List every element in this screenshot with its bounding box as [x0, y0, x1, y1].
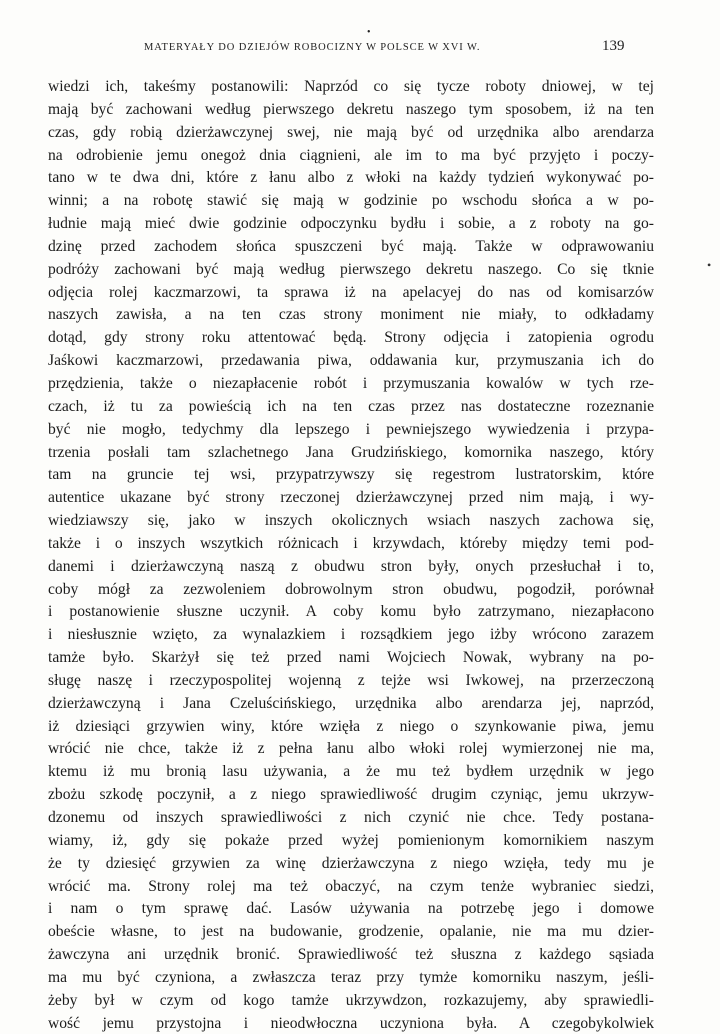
text-line: także i o inszych wszytkich różnicach i krzywdach, któreby między temi pod- — [48, 534, 654, 552]
text-line: zbożu szkodę poczynił, a z niego sprawiedliwość drugim czyniąc, jemu ukrzyw- — [48, 786, 654, 804]
text-line: dzierżawczyną i Jana Czeluścińskiego, urzędnika albo arendarza jej, naprzód, — [48, 694, 654, 712]
text-line: trzenia posłali tam szlachetnego Jana Grudzińskiego, komornika naszego, który — [48, 443, 654, 461]
text-line: autentice ukazane być strony rzeczonej dzierżawczynej przed nim mają, i wy- — [48, 489, 654, 507]
body-text — [48, 76, 654, 1035]
text-line: podróży zachowani być mają według pierwszego dekretu naszego. Co się tknie — [48, 260, 654, 278]
text-line: ma mu być czyniona, a zwłaszcza teraz przy tymże komorniku naszym, jeśli- — [48, 968, 654, 986]
text-line: wrócić nie chce, także iż z pełna łanu albo włoki rolej wymierzonej nie ma, — [48, 740, 654, 758]
text-line: i postanowienie słuszne uczynił. A coby komu było zatrzymano, niezapłacono — [48, 603, 654, 621]
text-line: i nam o tym sprawę dać. Lasów używania na potrzebę jego i domowe — [48, 900, 654, 918]
text-line: wiedzi ich, takeśmy postanowili: Naprzód co się tycze roboty dniowej, w tej — [48, 78, 654, 95]
text-line: ktemu iż mu bronią lasu używania, a że mu też bydłem urzędnik w jego — [48, 763, 654, 781]
text-line: dzonemu od inszych sprawiedliwości z nich czynić nie chce. Tedy postana- — [48, 809, 654, 826]
text-line: czas, gdy robią dzierżawczynej swej, nie mają być od urzędnika albo arendarza — [48, 123, 654, 141]
text-line: tano w te dwa dni, które z łanu albo z włoki na każdy tydzień wykonywać po- — [48, 169, 654, 187]
text-line: żeby był w czym od kogo tamże ukrzywdzon, rozkazujemy, aby sprawiedli- — [48, 991, 654, 1009]
text-line: czach, iż tu za powieścią ich na ten czas przez nas dostateczne rozeznanie — [48, 397, 654, 415]
text-line: danemi i dzierżawczyną naszą z obudwu stron były, onych przesłuchał i to, — [48, 557, 654, 575]
text-line: winni; a na robotę stawić się mają w godzinie po wschodu słońca a w po- — [48, 192, 654, 210]
text-line: tamże było. Skarżył się też przed nami Wojciech Nowak, wybrany na po- — [48, 649, 654, 667]
text-line: naszych zawisła, a na ten czas strony moniment nie miały, to odkładamy — [48, 306, 654, 324]
text-line: coby mógł za zezwoleniem dobrowolnym stron obudwu, pogodził, porównał — [48, 580, 654, 598]
text-line: odjęcia rolej kaczmarzowi, ta sprawa iż na apelacyej do nas od komisarzów — [48, 283, 654, 301]
text-line: obeście własne, to jest na budowanie, grodzenie, opalanie, nie ma mu dzier- — [48, 923, 654, 941]
text-line: wiedziawszy się, jako w inszych okolicznych wsiach naszych zachowa się, — [48, 512, 654, 530]
text-line: dotąd, gdy strony roku attentować będą. Strony odjęcia i zatopienia ogrodu — [48, 329, 654, 347]
text-line: sługę naszę i rzeczypospolitej wojenną z tejże wsi Iwkowej, na przerzeczoną — [48, 671, 654, 689]
printer-mark: • — [367, 27, 371, 38]
text-line: i niesłusznie wzięto, za wynalazkiem i rozsądkiem jego iżby wrócono zarazem — [48, 626, 654, 644]
text-line: mają być zachowani według pierwszego dekretu naszego tym sposobem, iż na ten — [48, 100, 654, 118]
text-line: tam na gruncie tej wsi, przypatrzywszy się regestrom lustratorskim, które — [48, 466, 654, 484]
page-number: 139 — [602, 38, 625, 54]
margin-mark: • — [707, 258, 712, 272]
text-line: wość jemu przystojna i nieodwłoczna uczyniona była. A czegobykolwiek — [48, 1014, 654, 1032]
running-title: MATERYAŁY DO DZIEJÓW ROBOCIZNY W POLSCE W XVI W. — [144, 42, 481, 53]
text-line: wiamy, iż, gdy się pokaże przed wyżej pomienionym komornikiem naszym — [48, 831, 654, 849]
text-line: iż dziesiąci grzywien winy, które wzięła z niego o szynkowanie piwa, jemu — [48, 717, 654, 735]
text-line: dzinę przed zachodem słońca spuszczeni być mają. Także w odprawowaniu — [48, 237, 654, 255]
text-line: Jaśkowi kaczmarzowi, przedawania piwa, oddawania kur, przymuszania ich do — [48, 352, 654, 370]
text-line: łudnie mają mieć dwie godzinie odpoczynku bydłu i sobie, a z roboty na go- — [48, 215, 654, 233]
text-line: być nie mogło, tedychmy dla lepszego i pewniejszego wywiedzenia i przypa- — [48, 420, 654, 438]
text-line: że ty dziesięć grzywien za winę dzierżawczyna z niego wzięła, tedy mu je — [48, 854, 654, 872]
text-line: żawczyna ani urzędnik bronić. Sprawiedliwość też słuszna z każdego sąsiada — [48, 946, 654, 964]
text-line: przędzienia, także o niezapłacenie robót i przymuszania kowalów w tych rze- — [48, 374, 654, 392]
text-line: na odrobienie jemu onegoż dnia ciągnieni, ale im to ma być przyjęto i poczy- — [48, 146, 654, 164]
text-line: wrócić ma. Strony rolej ma też obaczyć, na czym tenże wybraniec siedzi, — [48, 877, 654, 895]
